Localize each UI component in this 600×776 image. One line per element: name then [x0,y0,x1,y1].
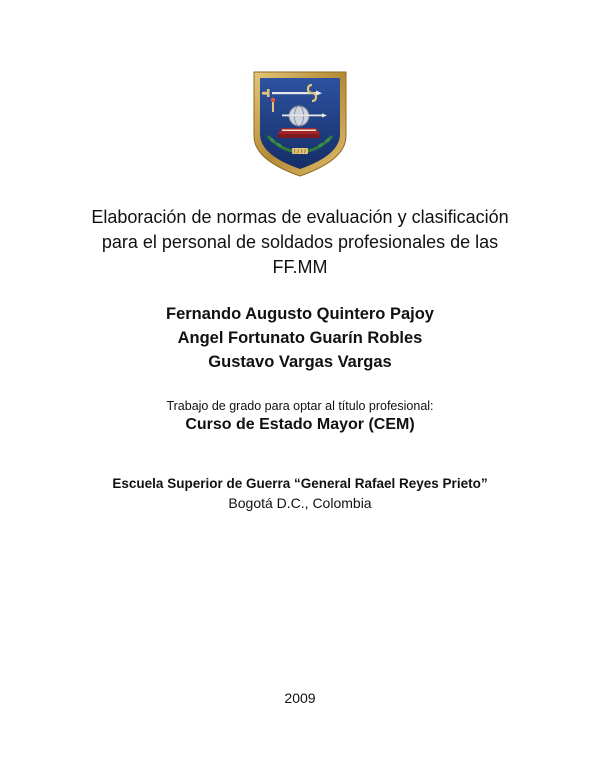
degree-name: Curso de Estado Mayor (CEM) [185,416,415,433]
title-line: Elaboración de normas de evaluación y clasificación [91,207,509,227]
document-title [60,205,540,280]
military-school-crest-icon [252,70,348,178]
author-name: Angel Fortunato Guarín Robles [177,329,423,347]
city-country: Bogotá D.C., Colombia [228,495,372,511]
title-line: FF.MM [272,257,328,277]
author-name: Fernando Augusto Quintero Pajoy [166,305,434,323]
document-year: 2009 [284,690,316,706]
title-line: para el personal de soldados profesionales de las [101,232,499,252]
degree-intro-text: Trabajo de grado para optar al título profesional: [166,399,434,413]
school-name: Escuela Superior de Guerra “General Rafael Reyes Prieto” [112,476,488,491]
author-name: Gustavo Vargas Vargas [208,353,392,371]
authors-list [60,302,540,374]
